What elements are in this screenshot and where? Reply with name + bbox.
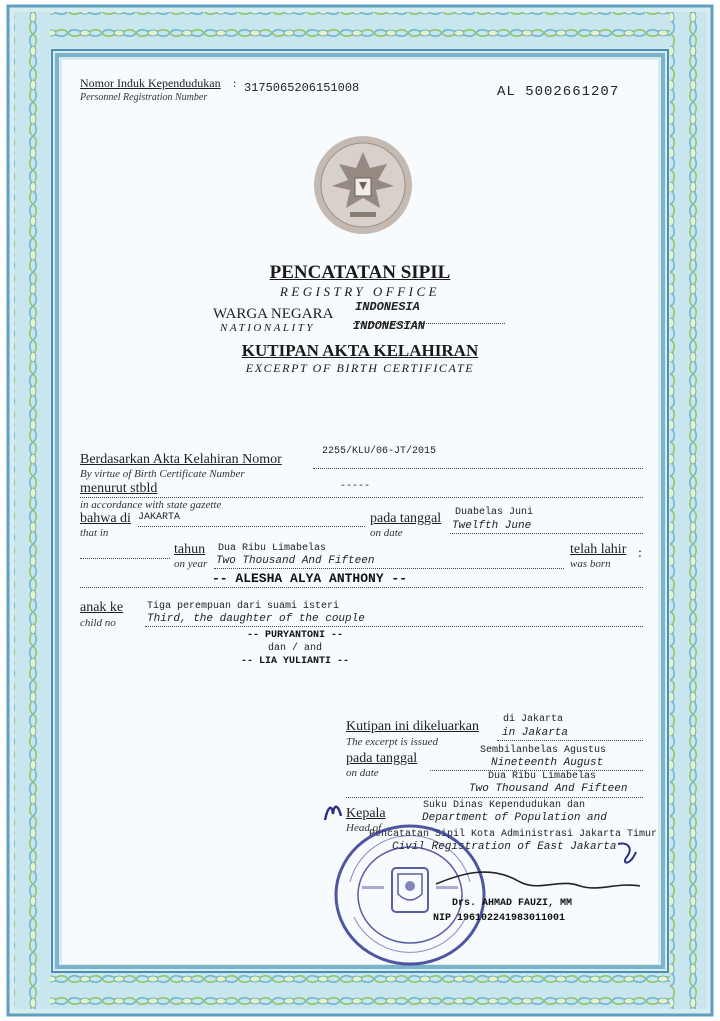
- date-value-en: Twelfth June: [452, 520, 532, 532]
- garuda-emblem-icon: [312, 134, 414, 236]
- head-label: Kepala: [346, 806, 386, 821]
- place-value: JAKARTA: [138, 512, 181, 523]
- initial-mark-icon: [322, 800, 344, 824]
- cert-number-label: Berdasarkan Akta Kelahiran Nomor: [80, 452, 282, 467]
- place-label-en: that in: [80, 527, 109, 539]
- born-label-en: was born: [570, 558, 611, 570]
- year-value-en: Two Thousand And Fifteen: [216, 555, 375, 567]
- department: Suku Dinas Kependudukan dan: [423, 800, 586, 811]
- issue-date-label-en: on date: [346, 767, 379, 779]
- issue-date-year: Dua Ribu Limabelas: [488, 771, 597, 782]
- stbld-label-en: in accordance with state gazette: [80, 499, 222, 511]
- office-en: Civil Registration of East Jakarta: [392, 841, 617, 853]
- child-no-value-en: Third, the daughter of the couple: [147, 613, 365, 625]
- nationality-value-en: INDONESIAN: [353, 319, 426, 333]
- issue-date-day-en: Nineteenth August: [491, 757, 604, 769]
- nik-colon: :: [233, 76, 237, 90]
- issue-date-day: Sembilanbelas Agustus: [480, 745, 607, 756]
- issued-label-en: The excerpt is issued: [346, 736, 438, 748]
- title-registry-en: REGISTRY OFFICE: [279, 284, 441, 299]
- date-label: pada tanggal: [370, 511, 442, 526]
- year-label-en: on year: [174, 558, 208, 570]
- nationality-label: WARGA NEGARA: [213, 306, 334, 322]
- nik-label: Nomor Induk Kependudukan: [80, 76, 221, 90]
- nik-value: 3175065206151008: [244, 81, 360, 95]
- date-label-en: on date: [370, 527, 403, 539]
- father-name: -- PURYANTONI --: [246, 630, 343, 641]
- nik-label-en: Personnel Registration Number: [80, 92, 208, 103]
- official-name: Drs. AHMAD FAUZI, MM: [452, 898, 573, 909]
- date-value: Duabelas Juni: [455, 507, 534, 518]
- year-label: tahun: [174, 542, 206, 557]
- cert-number-label-en: By virtue of Birth Certificate Number: [80, 468, 245, 480]
- cert-number-value: 2255/KLU/06-JT/2015: [322, 446, 437, 457]
- child-name: -- ALESHA ALYA ANTHONY --: [212, 571, 408, 586]
- born-label: telah lahir: [570, 542, 627, 557]
- signature-icon: [430, 834, 654, 904]
- department-en: Department of Population and: [422, 812, 607, 824]
- stbld-value: -----: [340, 481, 371, 492]
- serial-number: AL 5002661207: [497, 84, 620, 100]
- year-value: Dua Ribu Limabelas: [218, 543, 327, 554]
- title-birth-certificate-en: EXCERPT OF BIRTH CERTIFICATE: [245, 361, 475, 375]
- issued-place-en: in Jakarta: [502, 727, 569, 739]
- nationality-value: INDONESIA: [355, 300, 420, 314]
- and-label: dan / and: [267, 643, 322, 654]
- stbld-label: menurut stbld: [80, 481, 158, 496]
- title-birth-certificate: KUTIPAN AKTA KELAHIRAN: [241, 341, 479, 360]
- child-no-label: anak ke: [80, 600, 124, 615]
- child-no-value: Tiga perempuan dari suami isteri: [147, 601, 340, 612]
- nationality-label-en: NATIONALITY: [220, 322, 315, 334]
- mother-name: -- LIA YULIANTI --: [240, 656, 350, 667]
- born-colon: :: [638, 546, 642, 561]
- official-nip: NIP 196102241983011001: [433, 913, 566, 924]
- title-registry: PENCATATAN SIPIL: [269, 262, 451, 283]
- place-label: bahwa di: [80, 511, 131, 526]
- office: Pencatatan Sipil Kota Administrasi Jakarta Timur: [369, 829, 658, 840]
- head-label-en: Head of: [346, 822, 382, 834]
- issue-date-year-en: Two Thousand And Fifteen: [469, 783, 628, 795]
- child-no-label-en: child no: [80, 617, 116, 629]
- issued-place: di Jakarta: [503, 714, 564, 725]
- issue-date-label: pada tanggal: [346, 751, 418, 766]
- issued-label: Kutipan ini dikeluarkan: [346, 719, 479, 734]
